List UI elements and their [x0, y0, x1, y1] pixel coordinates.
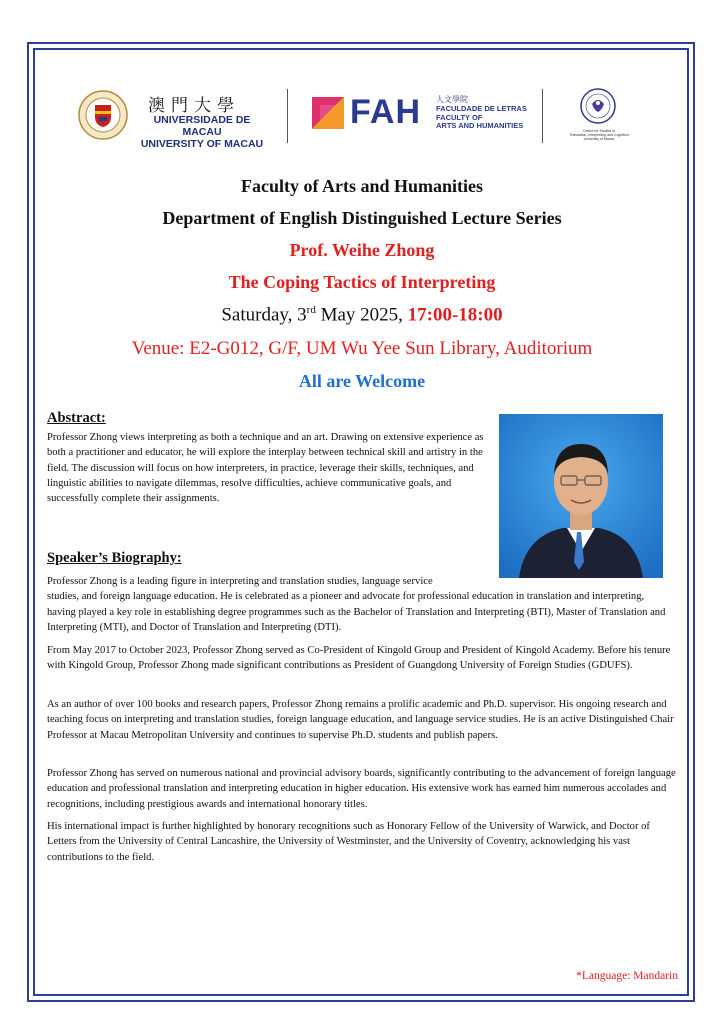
talk-title: The Coping Tactics of Interpreting [228, 272, 496, 292]
fah-logo-icon [312, 97, 344, 129]
um-chinese-name: 澳門大學 [148, 96, 240, 116]
lecture-series-title: Department of English Distinguished Lecture Series [162, 208, 562, 228]
university-of-macau-seal-icon [78, 90, 128, 140]
um-name-portuguese: UNIVERSIDADE DE MACAU [153, 114, 251, 138]
logo-divider [287, 89, 288, 143]
ctic-line: Translation, Interpreting and Cognition [569, 133, 629, 137]
fah-wordmark: FAH [350, 93, 421, 131]
fah-name-lines [436, 105, 527, 131]
faculty-title: Faculty of Arts and Humanities [240, 176, 483, 196]
language-note: *Language: Mandarin [576, 970, 678, 982]
event-time: 17:00-18:00 [407, 304, 503, 326]
venue: Venue: E2-G012, G/F, UM Wu Yee Sun Library, Auditorium [131, 338, 593, 359]
welcome-note: All are Welcome [298, 371, 426, 391]
date-suffix: May 2025, [315, 304, 408, 326]
speaker-portrait-icon [499, 414, 663, 578]
logo-divider [542, 89, 543, 143]
um-name-english: UNIVERSITY OF MACAU [140, 138, 264, 150]
fah-line: FACULDADE DE LETRAS [436, 104, 527, 113]
abstract-text: Professor Zhong views interpreting as both a technique and an art. Drawing on extensive experience as both a practitioner and educator, he will explore the interplay between technical skill and artistry in the field. The discussion will focus on how interpreters, in practice, leverage their skills, techniques, and linguistic abilities to navigate dilemmas, resolve difficulties, achieve communicative goals, and successfully complete their assignments. [47, 432, 484, 505]
biography-paragraph: Professor Zhong has served on numerous national and provincial advisory boards, significantly contributing to the advancement of foreign language education and professional translation and interpreting education in higher education. His extensive work has earned him numerous accolades and recognitions, including prestigious awards and international honorary titles. [47, 768, 676, 810]
biography-paragraph: As an author of over 100 books and research papers, Professor Zhong remains a prolific academic and Ph.D. supervisor. His ongoing research and teaching focus on interpreting and translation studies, foreign language education, and language service studies. He is an active Distinguished Chair Professor at Macau Metropolitan University and continues to supervise Ph.D. students and publish papers. [47, 699, 674, 741]
speaker-photo [499, 414, 663, 578]
abstract-heading: Abstract: [47, 410, 106, 426]
fah-chinese-name: 人文學院 [436, 95, 468, 104]
fah-line: FACULTY OF [436, 112, 483, 122]
biography-heading: Speaker’s Biography: [47, 550, 182, 566]
biography-paragraph: His international impact is further highlighted by honorary recognitions such as Honorary Fellow of the University of Warwick, and Doctor of Letters from the University of Central Lancashire, the University of Westminster, and the University of Coventry, acknowledging his vast contributions to the field. [47, 821, 650, 863]
event-date-time [40, 304, 684, 326]
ctic-line: University of Macau [583, 137, 615, 141]
biography-paragraph: From May 2017 to October 2023, Professor Zhong served as Co-President of Kingold Group and President of Kingold Academy. Before his tenure with Kingold Group, Professor Zhong made significant contributions as President of Guangdong University of Foreign Studies (GDUFS). [47, 645, 671, 672]
ctic-line: Centre for Studies of [582, 129, 616, 133]
biography-paragraph-lead: Professor Zhong is a leading figure in interpreting and translation studies, language service [47, 576, 433, 587]
biography-paragraph [47, 574, 675, 635]
ctic-centre-name [567, 129, 631, 141]
ctic-centre-logo-icon [580, 88, 616, 124]
biography-paragraph-rest: studies, and foreign language education. He is celebrated as a pioneer and advocate for professional education in translation and interpreting, having played a key role in establishing degree programmes such as the Bachelor of Translation and Interpreting (BTI), Master of Translation and Interpreting (MTI), and Doctor of Translation and Interpreting (DTI). [47, 591, 666, 633]
date-prefix: Saturday, 3 [221, 304, 307, 326]
fah-line: ARTS AND HUMANITIES [436, 121, 524, 130]
date-ordinal: rd [306, 304, 316, 316]
logo-bar [60, 84, 664, 148]
um-english-name [138, 114, 266, 150]
speaker-name: Prof. Weihe Zhong [289, 240, 435, 260]
